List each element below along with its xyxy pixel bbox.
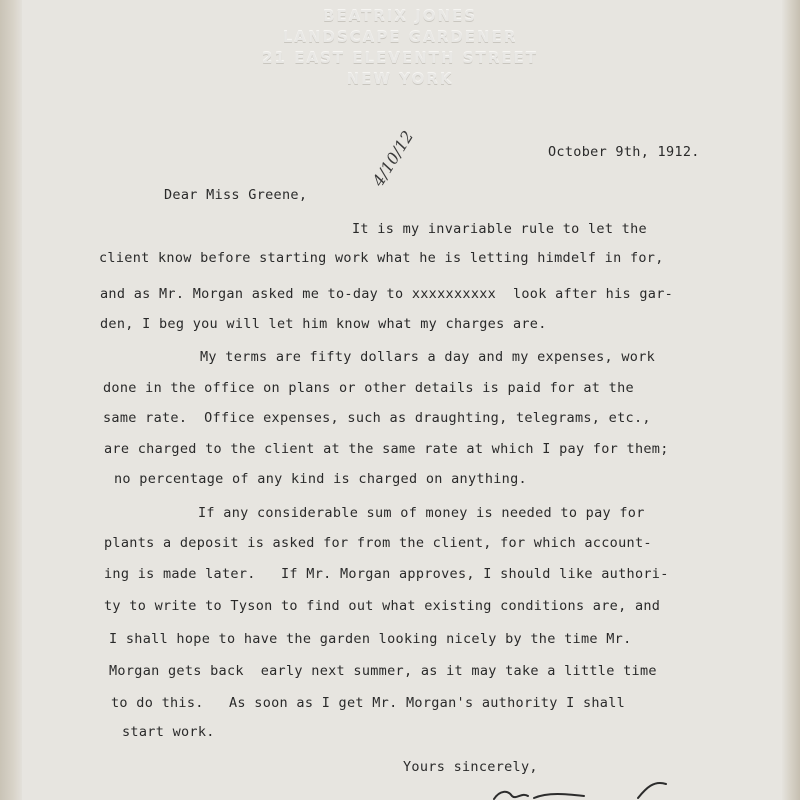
body-line: no percentage of any kind is charged on anything. bbox=[114, 471, 527, 487]
body-line: plants a deposit is asked for from the client, for which account- bbox=[104, 535, 652, 551]
salutation: Dear Miss Greene, bbox=[164, 187, 308, 203]
body-line: Morgan gets back early next summer, as it may take a little time bbox=[109, 663, 657, 679]
body-line: are charged to the client at the same rate at which I pay for them; bbox=[104, 441, 669, 457]
body-line: I shall hope to have the garden looking nicely by the time Mr. bbox=[109, 631, 632, 647]
page-right-edge bbox=[782, 0, 800, 800]
body-line: It is my invariable rule to let the bbox=[352, 221, 647, 237]
closing: Yours sincerely, bbox=[403, 759, 538, 775]
body-line: ty to write to Tyson to find out what existing conditions are, and bbox=[104, 598, 661, 614]
handwritten-annotation bbox=[362, 127, 418, 190]
letter-date: October 9th, 1912. bbox=[548, 144, 700, 160]
letterhead-city: NEW YORK bbox=[346, 70, 454, 88]
body-line: ing is made later. If Mr. Morgan approves, I should like authori- bbox=[104, 566, 669, 582]
letterhead-title: LANDSCAPE GARDENER bbox=[282, 28, 518, 46]
body-line: and as Mr. Morgan asked me to-day to xxxxxxxxxx look after his gar- bbox=[100, 286, 674, 302]
body-line: client know before starting work what he is letting himdelf in for, bbox=[99, 250, 664, 266]
handwritten-signature bbox=[488, 778, 678, 800]
body-line: My terms are fifty dollars a day and my expenses, work bbox=[200, 349, 656, 365]
body-line: If any considerable sum of money is needed to pay for bbox=[198, 505, 645, 521]
annotation-text: 4/10/12 bbox=[368, 127, 418, 190]
body-line: start work. bbox=[122, 724, 215, 740]
page-left-edge bbox=[0, 0, 22, 800]
letterhead-street: 21 EAST ELEVENTH STREET bbox=[262, 49, 538, 67]
body-line: same rate. Office expenses, such as draughting, telegrams, etc., bbox=[103, 410, 651, 426]
body-line: den, I beg you will let him know what my charges are. bbox=[100, 316, 547, 332]
embossed-letterhead bbox=[200, 6, 600, 90]
letterhead-name: BEATRIX JONES bbox=[322, 7, 478, 25]
body-line: to do this. As soon as I get Mr. Morgan's authority I shall bbox=[111, 695, 626, 711]
body-line: done in the office on plans or other details is paid for at the bbox=[103, 380, 634, 396]
